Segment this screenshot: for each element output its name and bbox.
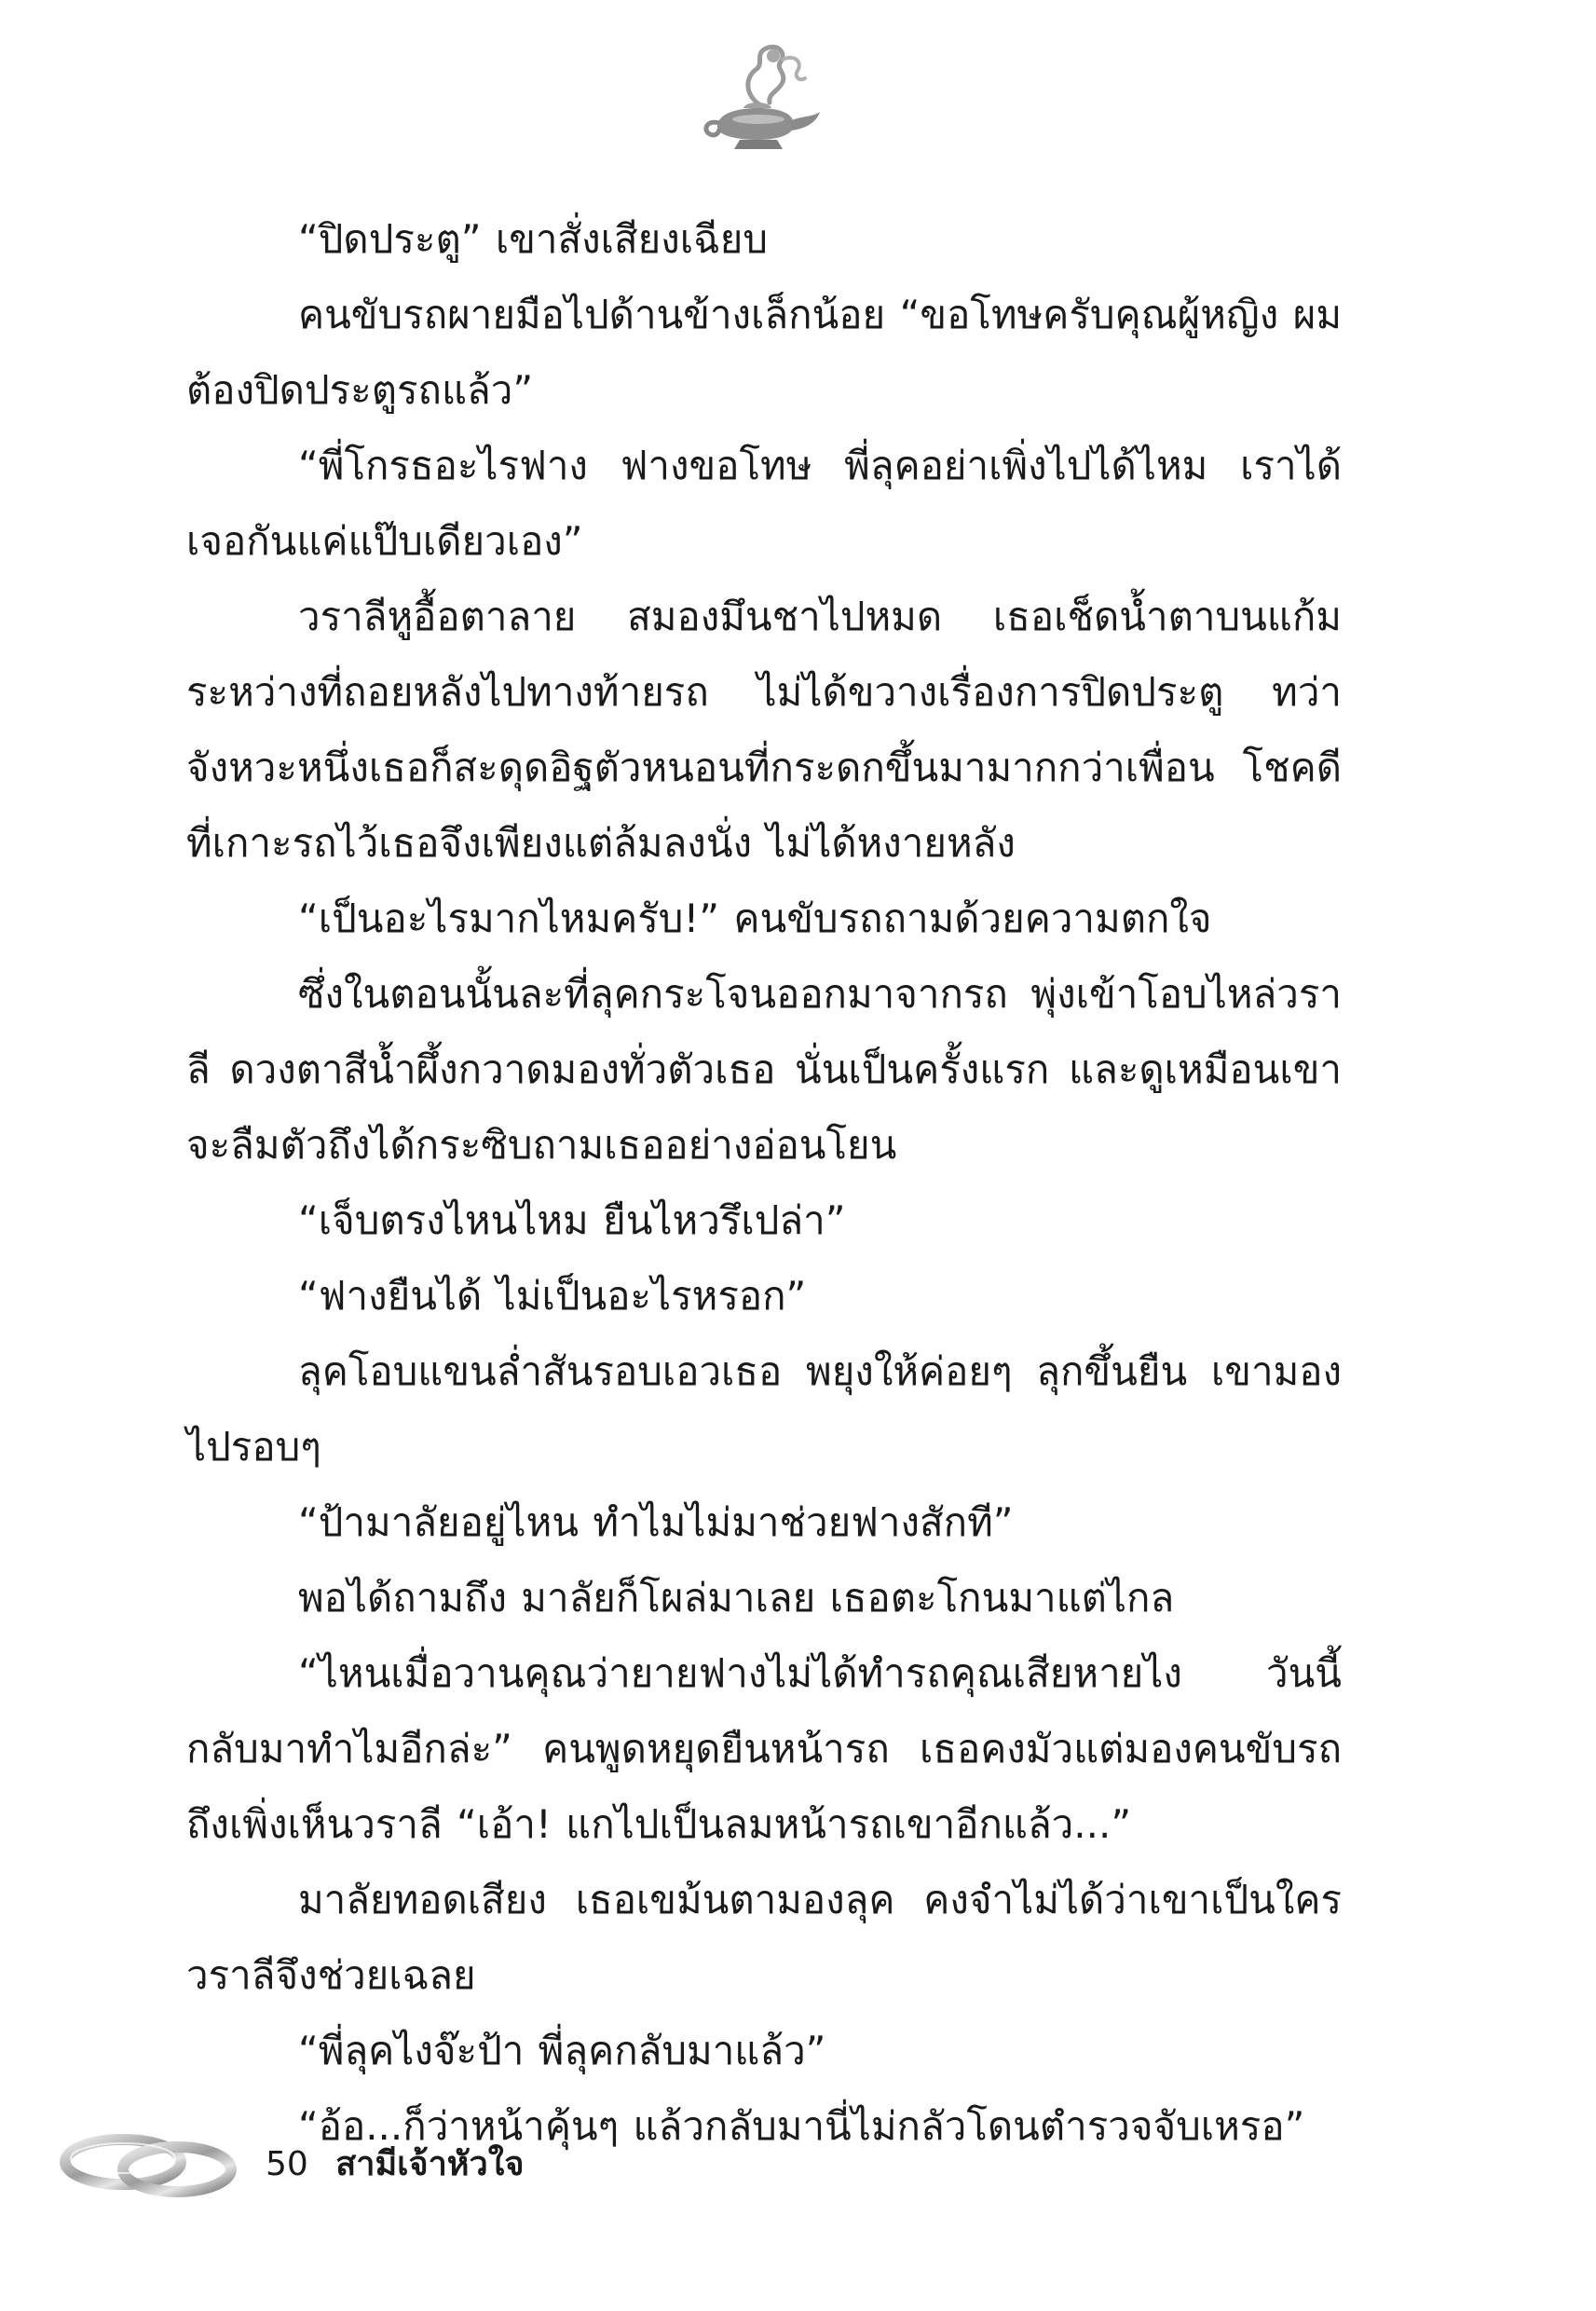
paragraph: “ปิดประตู” เขาสั่งเสียงเฉียบ — [298, 216, 768, 262]
paragraph: “พี่โกรธอะไรฟาง ฟางขอโทษ พี่ลุคอย่าเพิ่งไปได้ไหม เราได้เจอกันแค่แป๊บเดียวเอง” — [186, 443, 1342, 564]
paragraph: “ป้ามาลัยอยู่ไหน ทำไมไม่มาช่วยฟางสักที” — [298, 1499, 1014, 1545]
paragraph: “ฟางยืนได้ ไม่เป็นอะไรหรอก” — [298, 1273, 807, 1319]
page-footer — [56, 2115, 708, 2218]
paragraph: “เจ็บตรงไหนไหม ยืนไหวรึเปล่า” — [298, 1197, 846, 1243]
paragraph: “อ้อ...ก็ว่าหน้าคุ้นๆ แล้วกลับมานี่ไม่กลัวโดนตำรวจจับเหรอ” — [298, 2103, 1305, 2149]
wedding-rings-icon — [56, 2115, 242, 2208]
footer-text — [266, 2141, 524, 2188]
paragraph: ลุคโอบแขนล่ำสันรอบเอวเธอ พยุงให้ค่อยๆ ลุกขึ้นยืน เขามองไปรอบๆ — [186, 1348, 1342, 1470]
body-text — [186, 201, 1342, 2164]
book-title: สามีเจ้าหัวใจ — [335, 2145, 525, 2183]
paragraph: “พี่ลุคไงจ๊ะป้า พี่ลุคกลับมาแล้ว” — [298, 2028, 826, 2073]
paragraph: “เป็นอะไรมากไหมครับ!” คนขับรถถามด้วยความตกใจ — [298, 896, 1212, 941]
paragraph: วราลีหูอื้อตาลาย สมองมึนชาไปหมด เธอเช็ดน้ำตาบนแก้มระหว่างที่ถอยหลังไปทางท้ายรถ ไม่ได้ขวางเรื่องการปิดประตู ทว่าจังหวะหนึ่งเธอก็สะดุดอิฐตัวหนอนที่กระดกขึ้นมามากกว่าเพื่อน โชคดีที่เกาะรถไว้เธอจึงเพียงแต่ล้มลงนั่ง ไม่ได้หงายหลัง — [186, 594, 1342, 866]
paragraph: “ไหนเมื่อวานคุณว่ายายฟางไม่ได้ทำรถคุณเสียหายไง วันนี้กลับมาทำไมอีกล่ะ” คนพูดหยุดยืนหน้ารถ เธอคงมัวแต่มองคนขับรถถึงเพิ่งเห็นวราลี “เอ้า! แกไปเป็นลมหน้ารถเขาอีกแล้ว...” — [186, 1650, 1342, 1847]
paragraph: พอได้ถามถึง มาลัยก็โผล่มาเลย เธอตะโกนมาแต่ไกล — [298, 1575, 1175, 1620]
paragraph: มาลัยทอดเสียง เธอเขม้นตามองลุค คงจำไม่ได้ว่าเขาเป็นใคร วราลีจึงช่วยเฉลย — [186, 1877, 1342, 1998]
paragraph: ซึ่งในตอนนั้นละที่ลุคกระโจนออกมาจากรถ พุ่งเข้าโอบไหล่วราลี ดวงตาสีน้ำผึ้งกวาดมองทั่วตัวเธอ นั่นเป็นครั้งแรก และดูเหมือนเขาจะลืมตัวถึงได้กระซิบถามเธออย่างอ่อนโยน — [186, 971, 1342, 1168]
genie-lamp-icon — [689, 41, 829, 162]
page-number: 50 — [266, 2145, 308, 2183]
paragraph: คนขับรถผายมือไปด้านข้างเล็กน้อย “ขอโทษครับคุณผู้หญิง ผมต้องปิดประตูรถแล้ว” — [186, 292, 1342, 413]
